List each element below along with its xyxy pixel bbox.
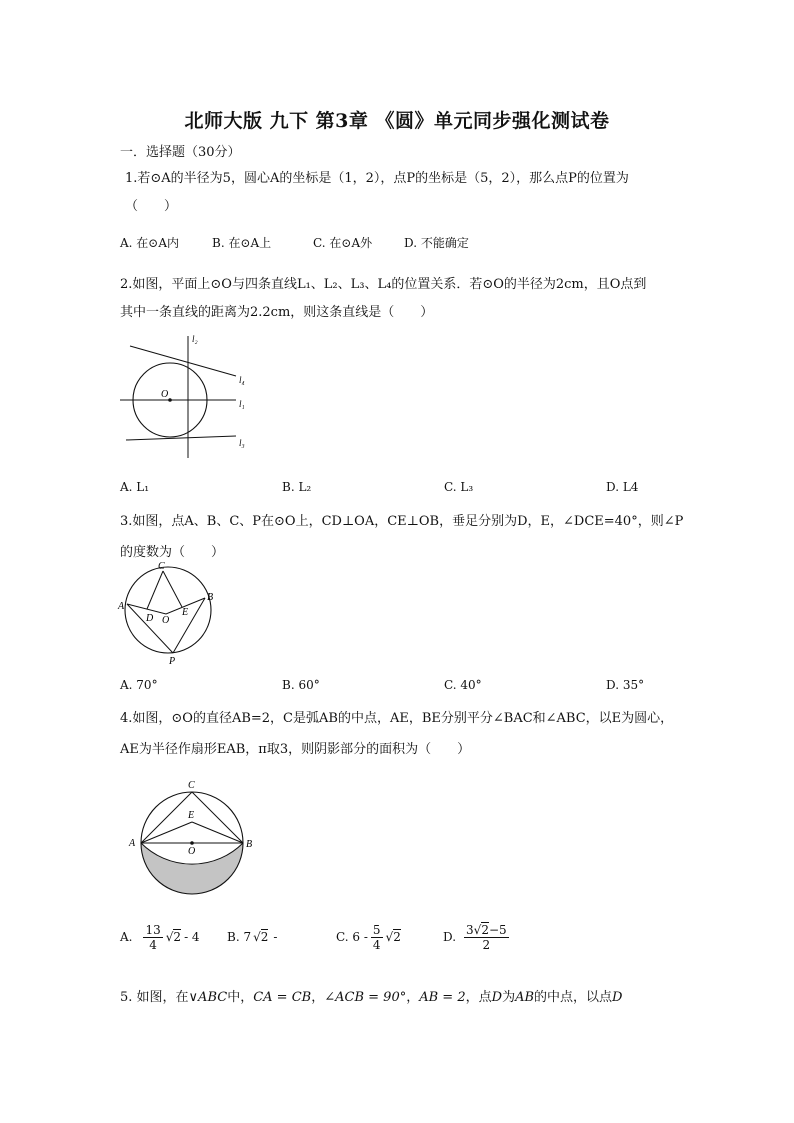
q3-option-b: B. 60° [282,678,320,692]
q2-figure [118,330,258,460]
q4-stem-line1: 4.如图，⊙O的直径AB=2，C是弧AB的中点，AE，BE分别平分∠BAC和∠ABC，以E为圆心， [120,711,674,726]
q5-prefix: 5. 如图，在 [120,990,189,1005]
q3-stem-line1: 3.如图，点A、B、C、P在⊙O上，CD⊥OA，CE⊥OB，垂足分别为D，E，∠DCE=40°，则∠P [120,514,684,529]
q2-label-l1: l₁ [239,399,245,409]
q4-option-a-tail: - 4 [184,930,200,944]
q4-option-a-label: A. [120,930,133,944]
q2-option-c: C. L₃ [444,480,474,494]
q4-option-c [336,918,401,956]
q4-option-d-numerator: 3√2−5 [466,922,507,937]
q4-option-d-denominator: 2 [482,937,491,952]
q5-mid2: ，点 [465,990,492,1005]
q5-eq-angle: ∠ACB = 90° [324,990,407,1005]
q2-label-l4: l₄ [239,375,245,385]
page-title: 北师大版 九下 第3章 《圆》单元同步强化测试卷 [184,110,610,132]
q3-label-e: E [182,607,189,618]
q5-point-d: D [491,990,503,1005]
q4-chord-bc [192,792,243,843]
q4-option-d-num-coef: 3 [466,922,474,937]
q3-label-d: D [146,613,154,624]
q3-label-b: B [207,592,214,603]
q4-option-a-denominator: 4 [149,937,157,952]
q3-label-c: C [158,561,165,572]
q4-option-a-fraction [143,923,162,952]
q2-stem-line2: 其中一条直线的距离为2.2cm，则这条直线是（ ） [120,305,434,320]
q4-option-d-label: D. [443,930,457,944]
q4-label-c: C [188,780,195,791]
q4-figure [126,776,262,898]
q4-option-a-sqrt: √2 [165,930,182,944]
q2-label-l2: l₂ [192,334,198,344]
q4-option-b-radicand: 2 [260,930,269,944]
q4-label-b: B [246,839,253,850]
q2-option-a: A. L₁ [120,480,150,494]
q3-figure [116,558,220,668]
q5-segment-ab: AB [515,990,535,1005]
q5-stem [120,986,622,1005]
q3-seg-cd [147,571,163,609]
q4-label-o: O [188,846,196,857]
q3-label-o: O [162,615,170,626]
q3-label-a: A [118,601,125,612]
q4-option-a-numerator: 13 [145,922,161,937]
q3-stem-line2: 的度数为（ ） [120,545,225,560]
q2-stem-line1: 2.如图，平面上⊙O与四条直线L₁、L₂、L₃、L₄的位置关系．若⊙O的半径为2cm，且O点到 [120,277,647,292]
q3-option-d: D. 35° [606,678,645,692]
q3-seg-ce [163,571,182,607]
q3-option-c: C. 40° [444,678,482,692]
section-heading: 一．选择题（30分） [120,145,241,160]
q5-mid3: 为 [502,990,516,1005]
q4-option-c-radicand: 2 [393,930,401,944]
q4-option-c-label: C. 6 - [336,930,368,944]
q4-option-b [227,918,277,956]
q4-option-a [120,918,200,956]
q5-mid1: 中， [227,990,254,1005]
q5-tail: 的中点，以点 [534,990,613,1005]
q3-label-p: P [169,656,176,667]
q1-option-d: D. 不能确定 [404,236,469,250]
q2-line-l3 [126,436,236,440]
q4-label-a: A [129,838,136,849]
q1-option-c: C. 在⊙A外 [313,236,373,250]
q1-option-b: B. 在⊙A上 [212,236,272,250]
q4-option-a-radicand: 2 [173,930,182,944]
q3-option-a: A. 70° [120,678,158,692]
q4-option-c-denominator: 4 [372,937,381,952]
q4-option-c-fraction [371,923,383,952]
q4-seg-be [192,822,243,843]
q4-center-dot [190,841,194,845]
q2-option-b: B. L₂ [282,480,312,494]
q4-option-c-sqrt: √2 [385,930,401,944]
q4-option-b-label: B. 7 [227,930,252,944]
q4-stem-line2: AE为半径作扇形EAB，π取3，则阴影部分的面积为（ ） [120,742,471,757]
q4-chord-ac [141,792,195,843]
q2-option-d: D. L4 [606,480,639,494]
q5-sep1: ， [311,990,325,1005]
q4-option-b-tail: - [273,930,278,944]
q5-eq-ca-cb: CA = CB [253,990,312,1005]
q3-seg-pb [173,598,205,653]
q3-radii-oa-ob [127,598,205,614]
q5-point-d2: D [612,990,623,1005]
q4-seg-ae [141,822,192,843]
q2-label-o: O [161,389,169,400]
q4-option-b-sqrt: √2 [253,930,269,944]
q5-eq-ab: AB = 2 [419,990,466,1005]
q4-option-d-fraction [464,923,509,952]
q2-center-dot [168,398,172,402]
q1-stem-line1: 1.若⊙A的半径为5，圆心A的坐标是（1，2），点P的坐标是（5，2），那么点P的位置为 [125,171,629,186]
q1-option-a: A. 在⊙A内 [120,236,180,250]
q4-option-d-num-tail: −5 [488,922,507,937]
q4-option-c-numerator: 5 [372,922,381,937]
q4-option-d [443,918,509,956]
q5-triangle: ∨ABC [188,990,228,1005]
q5-sep2: ， [406,990,420,1005]
q4-option-d-radicand: 2 [481,922,489,937]
q3-seg-pa [127,604,173,653]
q2-label-l3: l₃ [239,438,245,448]
q1-stem-line2: （ ） [125,199,178,214]
q4-label-e: E [188,810,195,821]
